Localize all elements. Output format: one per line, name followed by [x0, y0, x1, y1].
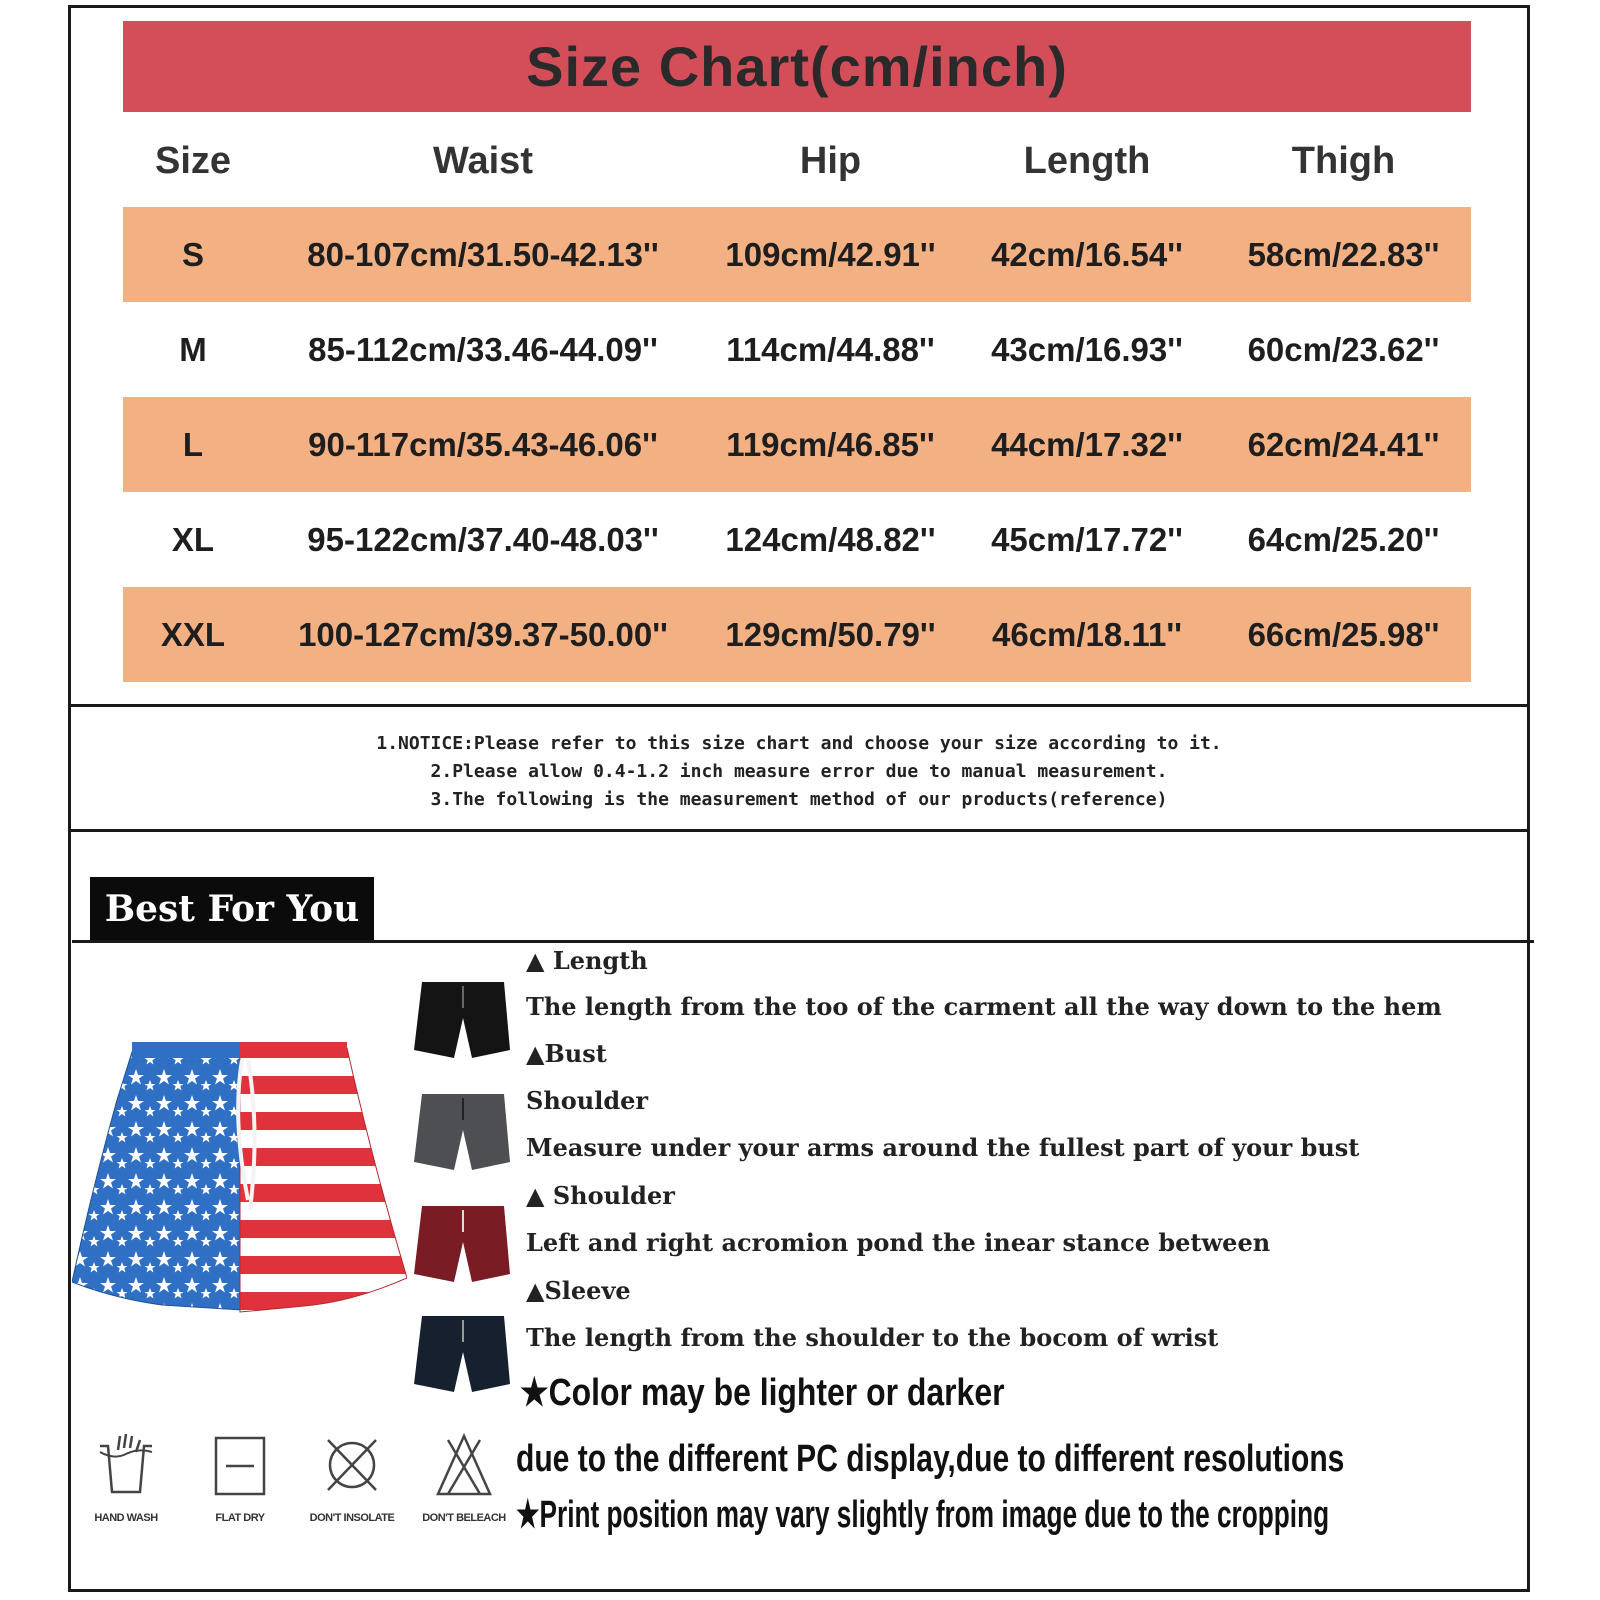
- table-header-row: [123, 115, 1471, 207]
- notice-line: 1.NOTICE:Please refer to this size chart and choose your size according to it.: [376, 733, 1222, 754]
- cell-hip: 129cm/50.79'': [703, 587, 958, 682]
- gray-shorts-image: [412, 1090, 512, 1182]
- cell-waist: 90-117cm/35.43-46.06'': [263, 397, 703, 492]
- table-row-xl: [123, 492, 1471, 587]
- cell-size: XL: [171, 520, 215, 558]
- page-title: Size Chart(cm/inch): [526, 35, 1068, 98]
- cell-thigh: 58cm/22.83'': [1216, 207, 1471, 302]
- display-disclaimer: due to the different PC display,due to different resolutions: [516, 1438, 1345, 1480]
- cell-length: 42cm/16.54'': [958, 207, 1216, 302]
- cell-size: S: [123, 207, 263, 302]
- bust-description: Measure under your arms around the fullest part of your bust: [526, 1133, 1360, 1162]
- bust-subtitle: Shoulder: [526, 1086, 649, 1115]
- table-row-l: [123, 397, 1471, 492]
- print-disclaimer: ★Print position may vary slightly from image due to the cropping: [516, 1494, 1330, 1536]
- bust-title: ▲Bust: [526, 1039, 607, 1068]
- table-row-m: [123, 302, 1471, 397]
- cell-waist: 100-127cm/39.37-50.00'': [263, 587, 703, 682]
- shoulder-description: Left and right acromion pond the inear stance between: [526, 1228, 1271, 1257]
- cell-length: 43cm/16.93'': [991, 330, 1183, 368]
- header-size: Size: [154, 139, 232, 182]
- length-title: ▲ Length: [526, 946, 648, 975]
- sleeve-description: The length from the shoulder to the bocom of wrist: [526, 1323, 1219, 1352]
- notice-line: 3.The following is the measurement method of our products(reference): [430, 789, 1168, 810]
- header-length: Length: [1023, 139, 1151, 182]
- best-for-you-tag: [90, 877, 374, 941]
- notice-line: 2.Please allow 0.4-1.2 inch measure error due to manual measurement.: [430, 761, 1168, 782]
- color-disclaimer: ★Color may be lighter or darker: [520, 1372, 1005, 1414]
- size-table: [123, 115, 1471, 682]
- no-bleach-icon: [434, 1432, 494, 1498]
- table-row-xxl: [123, 587, 1471, 682]
- black-shorts-image: [412, 978, 512, 1070]
- best-for-you-label: Best For You: [104, 888, 360, 930]
- care-flat-dry: [192, 1432, 288, 1524]
- cell-thigh: 62cm/24.41'': [1216, 397, 1471, 492]
- cell-length: 44cm/17.32'': [958, 397, 1216, 492]
- cell-thigh: 64cm/25.20'': [1247, 520, 1440, 558]
- cell-hip: 114cm/44.88'': [726, 330, 935, 368]
- title-banner: [123, 21, 1471, 112]
- cell-size: L: [123, 397, 263, 492]
- cell-length: 46cm/18.11'': [958, 587, 1216, 682]
- length-description: The length from the too of the carment all the way down to the hem: [526, 992, 1442, 1021]
- care-label: HAND WASH: [94, 1512, 158, 1524]
- cell-waist: 95-122cm/37.40-48.03'': [307, 520, 659, 558]
- header-thigh: Thigh: [1291, 139, 1396, 182]
- cell-hip: 124cm/48.82'': [725, 520, 936, 558]
- care-dont-insolate: [304, 1432, 400, 1524]
- care-dont-bleach: [416, 1432, 512, 1524]
- burgundy-shorts-image: [412, 1202, 512, 1294]
- best-for-you-underline: [72, 940, 1534, 943]
- flat-dry-icon: [210, 1432, 270, 1498]
- cell-waist: 80-107cm/31.50-42.13'': [263, 207, 703, 302]
- cell-thigh: 66cm/25.98'': [1216, 587, 1471, 682]
- care-hand-wash: [78, 1432, 174, 1524]
- table-row-s: [123, 207, 1471, 302]
- cell-hip: 109cm/42.91'': [703, 207, 958, 302]
- section-divider: [68, 829, 1530, 832]
- cell-size: M: [179, 330, 207, 368]
- hand-wash-icon: [96, 1432, 156, 1498]
- section-divider: [68, 704, 1530, 707]
- header-hip: Hip: [799, 139, 862, 182]
- sleeve-title: ▲Sleeve: [526, 1276, 631, 1305]
- care-label: DON'T INSOLATE: [309, 1512, 395, 1524]
- cell-length: 45cm/17.72'': [991, 520, 1183, 558]
- navy-shorts-image: [412, 1312, 512, 1404]
- cell-thigh: 60cm/23.62'': [1247, 330, 1440, 368]
- header-waist: Waist: [433, 139, 533, 182]
- cell-waist: 85-112cm/33.46-44.09'': [308, 330, 658, 368]
- care-label: DON'T BELEACH: [422, 1512, 506, 1524]
- no-sun-icon: [322, 1432, 382, 1498]
- care-label: FLAT DRY: [215, 1512, 265, 1524]
- shoulder-title: ▲ Shoulder: [526, 1181, 675, 1210]
- notice-block: [70, 730, 1528, 814]
- cell-size: XXL: [123, 587, 263, 682]
- cell-hip: 119cm/46.85'': [703, 397, 958, 492]
- flag-shorts-image: [72, 1040, 407, 1340]
